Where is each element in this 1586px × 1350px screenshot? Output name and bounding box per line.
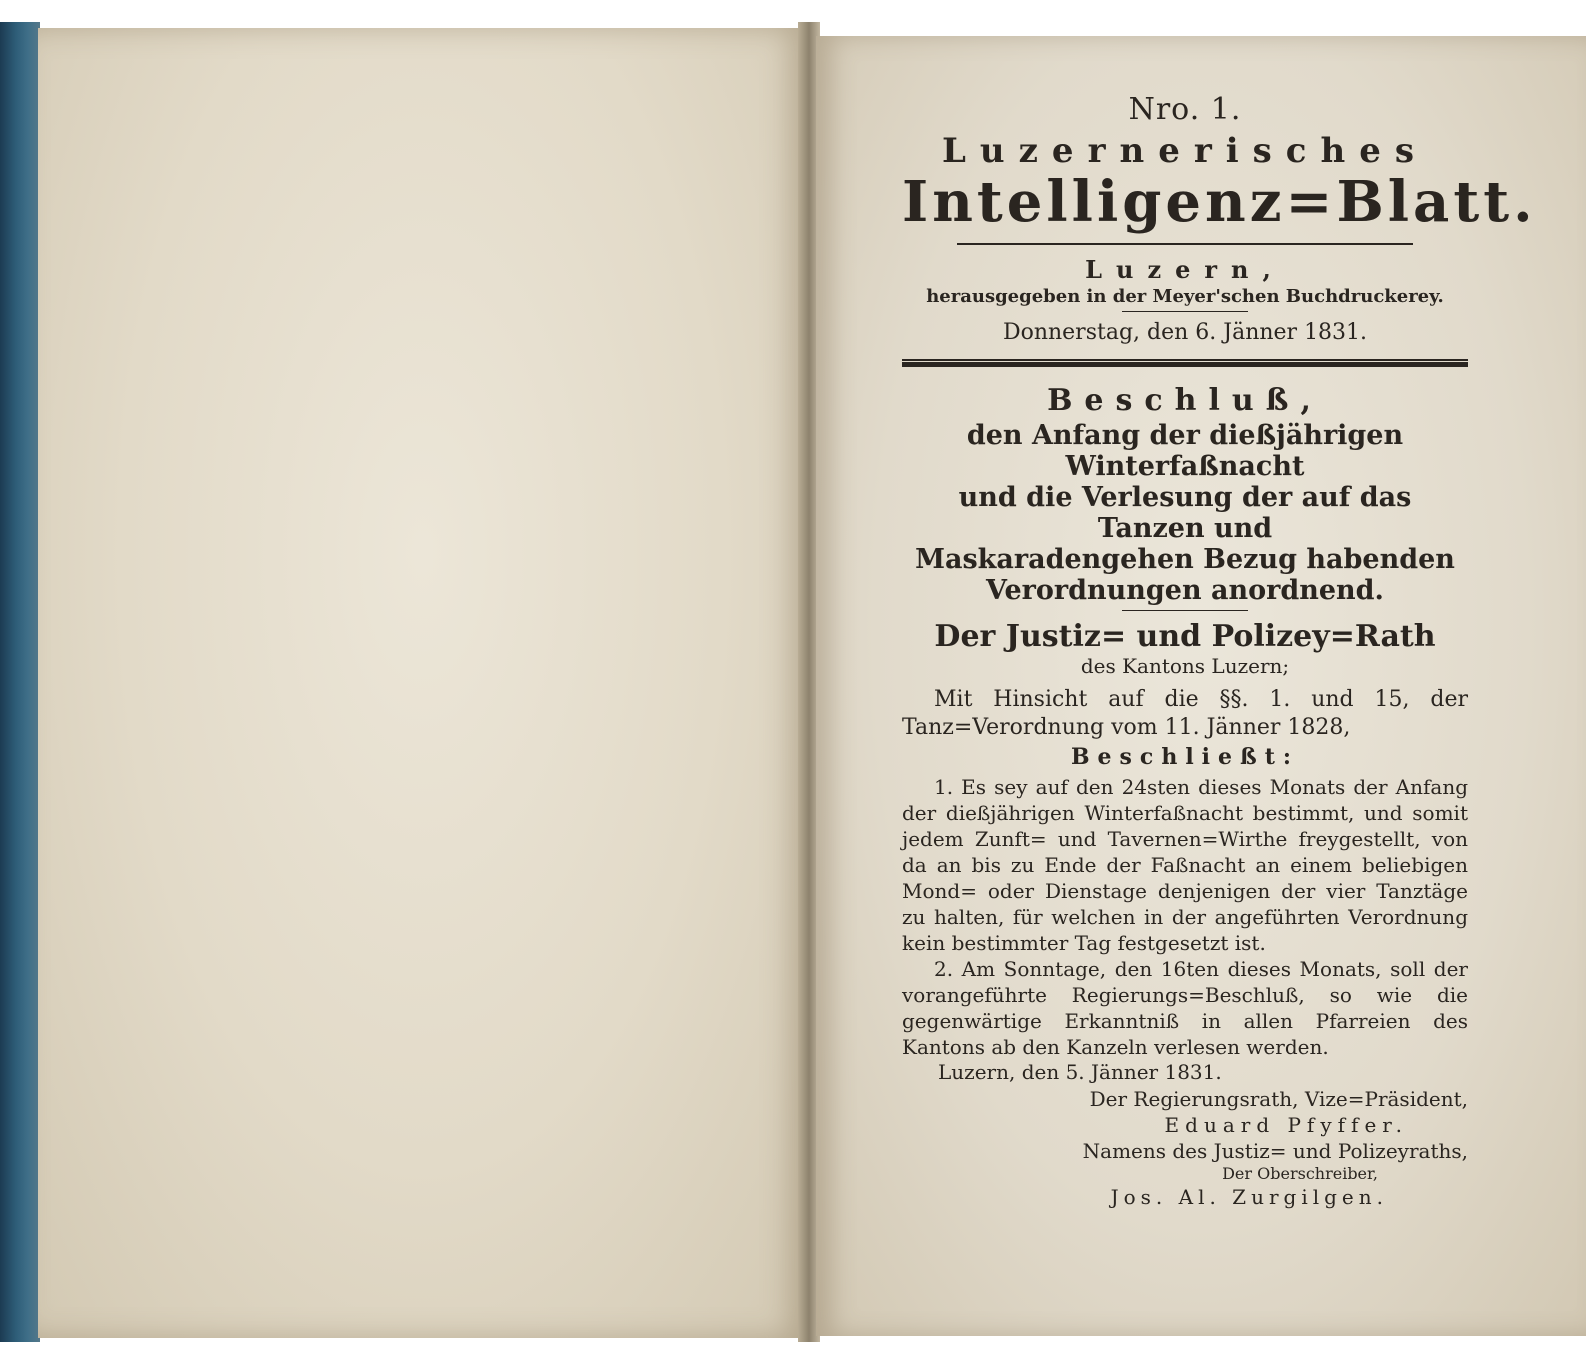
masthead-publisher: herausgegeben in der Meyer'schen Buchdruckerey. (926, 286, 1444, 307)
resolution-title-line: den Anfang der dießjährigen Winterfaßnacht (966, 420, 1404, 482)
signature-line: Der Regierungsrath, Vize=Präsident, (1089, 1087, 1468, 1111)
right-page (816, 36, 1586, 1336)
masthead-title-line1: Luzernerisches (942, 131, 1428, 171)
resolution-title-line: Verordnungen anordnend. (986, 575, 1384, 606)
paragraph-2: 2. Am Sonntage, den 16ten dieses Monats, soll der vorangeführte Regierungs=Beschluß, so wie die gegenwärtige Erkanntniß in allen Pfarreien des Kantons ab den Kanzeln verlesen werden. (902, 957, 1468, 1059)
signature-line: Namens des Justiz= und Polizeyraths, (1082, 1139, 1468, 1163)
masthead-rule (957, 243, 1413, 245)
signature-block (902, 1086, 1468, 1210)
resolution-title (902, 420, 1468, 606)
signature-name: Eduard Pfyffer. (1164, 1113, 1408, 1137)
place-date: Luzern, den 5. Jänner 1831. (938, 1060, 1222, 1084)
preamble-text: Mit Hinsicht auf die §§. 1. und 15, der Tanz=Verordnung vom 11. Jänner 1828, (902, 687, 1468, 740)
signature-name: Jos. Al. Zurgilgen. (1110, 1185, 1388, 1209)
book-cover-edge (0, 22, 40, 1342)
resolution-title-line: Maskaradengehen Bezug habenden (915, 544, 1455, 575)
newspaper-sheet (902, 92, 1537, 1210)
signature-line: Der Oberschreiber, (1222, 1164, 1378, 1183)
resolution-heading: Beschluß, (1047, 383, 1323, 418)
open-book (0, 22, 1586, 1342)
council-canton: des Kantons Luzern; (1080, 654, 1290, 678)
issue-date: Donnerstag, den 6. Jänner 1831. (1002, 320, 1368, 345)
issue-number: Nro. 1. (1128, 92, 1242, 127)
masthead-city: Luzern, (1085, 255, 1285, 284)
council-name: Der Justiz= und Polizey=Rath (934, 619, 1436, 654)
masthead-title-line2: Intelligenz=Blatt. (902, 169, 1537, 235)
section-rule (902, 359, 1468, 367)
left-page-blank (38, 28, 808, 1338)
title-rule (1122, 610, 1248, 611)
resolution-title-line: und die Verlesung der auf das Tanzen und (958, 482, 1412, 544)
decree-heading: Beschließt: (1070, 744, 1300, 770)
paragraph-1: 1. Es sey auf den 24sten dieses Monats der Anfang der dießjährigen Winterfaßnacht bestimmt, und somit jedem Zunft= und Tavernen=Wirthe freygestellt, von da an bis zu Ende der Faßnacht an einem beliebigen Mond= oder Dienstage denjenigen der vier Tanztäge zu halten, für welchen in der angeführten Verordnung kein bestimmter Tag festgesetzt ist. (902, 775, 1468, 955)
publisher-rule (1122, 311, 1248, 312)
